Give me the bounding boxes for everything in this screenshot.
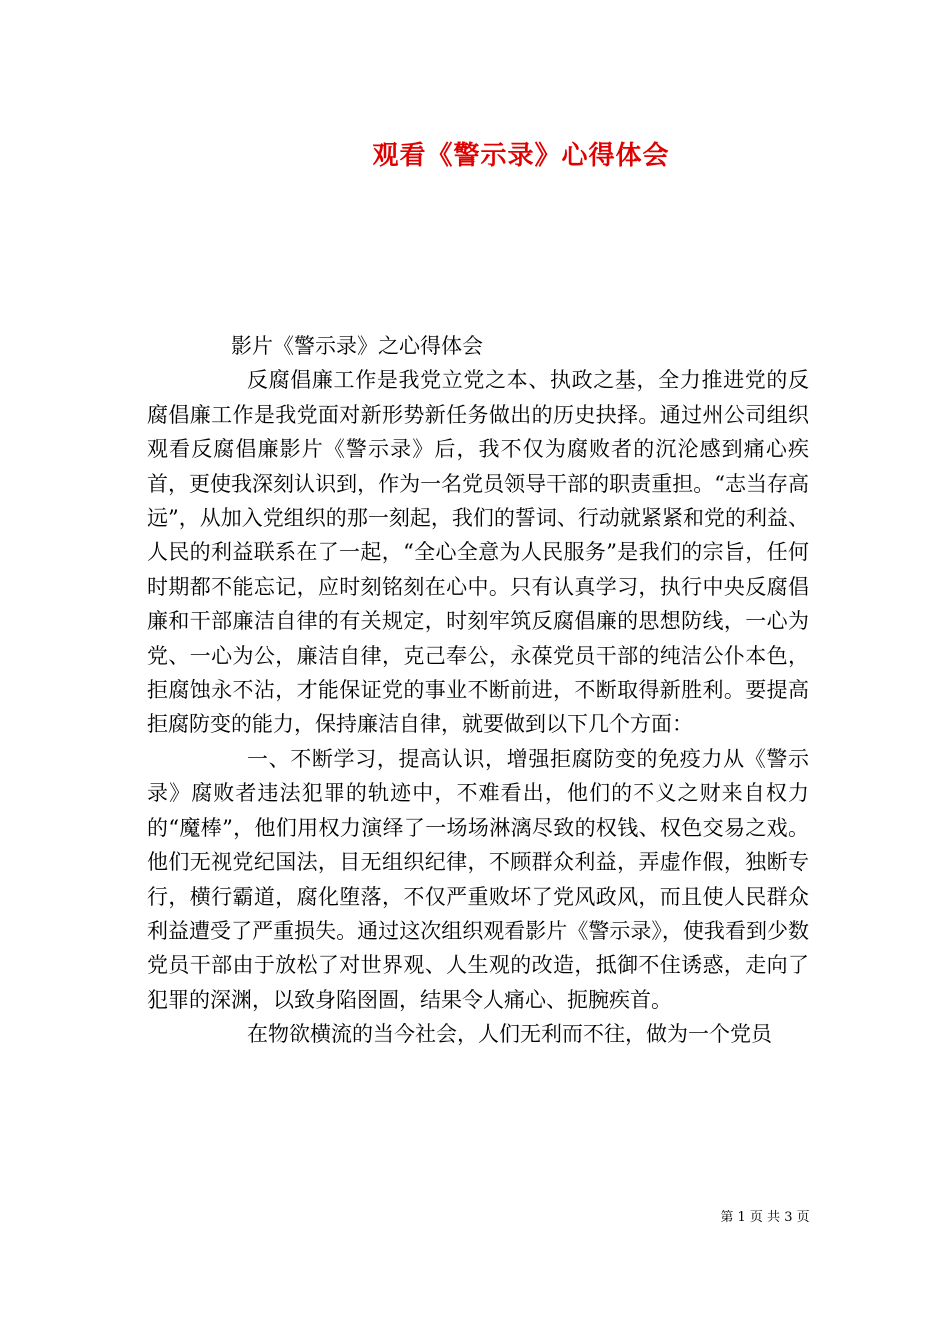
paragraph-3: 在物欲横流的当今社会，人们无利而不往，做为一个党员 bbox=[247, 1022, 772, 1047]
paragraph-2: 一、不断学习，提高认识，增强拒腐防变的免疫力从《警示录》腐败者违法犯罪的轨迹中，不难看出，他们的不义之财来自权力的“魔棒”，他们用权力演绎了一场场淋漓尽致的权钱、权色交易之戏。他们无视党纪国法，目无组织纪律，不顾群众利益，弄虚作假，独断专行，横行霸道，腐化堕落，不仅严重败坏了党风政风，而且使人民群众利益遭受了严重损失。通过这次组织观看影片《警示录》，使我看到少数党员干部由于放松了对世界观、人生观的改造，抵御不住诱惑，走向了犯罪的深渊，以致身陷囹圄，结果令人痛心、扼腕疾首。 bbox=[147, 746, 809, 1012]
page-number-footer: 第 1 页 共 3 页 bbox=[720, 1210, 810, 1225]
page-title: 观看《警示录》心得体会 bbox=[372, 141, 670, 171]
document-body bbox=[147, 329, 809, 1052]
document-subtitle: 影片《警示录》之心得体会 bbox=[231, 334, 483, 358]
paragraph-1: 反腐倡廉工作是我党立党之本、执政之基，全力推进党的反腐倡廉工作是我党面对新形势新任务做出的历史抉择。通过州公司组织观看反腐倡廉影片《警示录》后，我不仅为腐败者的沉沦感到痛心疾首，更使我深刻认识到，作为一名党员领导干部的职责重担。“志当存高远”，从加入党组织的那一刻起，我们的誓词、行动就紧紧和党的利益、人民的利益联系在了一起，“全心全意为人民服务”是我们的宗旨，任何时期都不能忘记，应时刻铭刻在心中。只有认真学习，执行中央反腐倡廉和干部廉洁自律的有关规定，时刻牢筑反腐倡廉的思想防线，一心为党、一心为公，廉洁自律，克己奉公，永葆党员干部的纯洁公仆本色，拒腐蚀永不沾，才能保证党的事业不断前进，不断取得新胜利。要提高拒腐防变的能力，保持廉洁自律，就要做到以下几个方面： bbox=[147, 368, 809, 737]
